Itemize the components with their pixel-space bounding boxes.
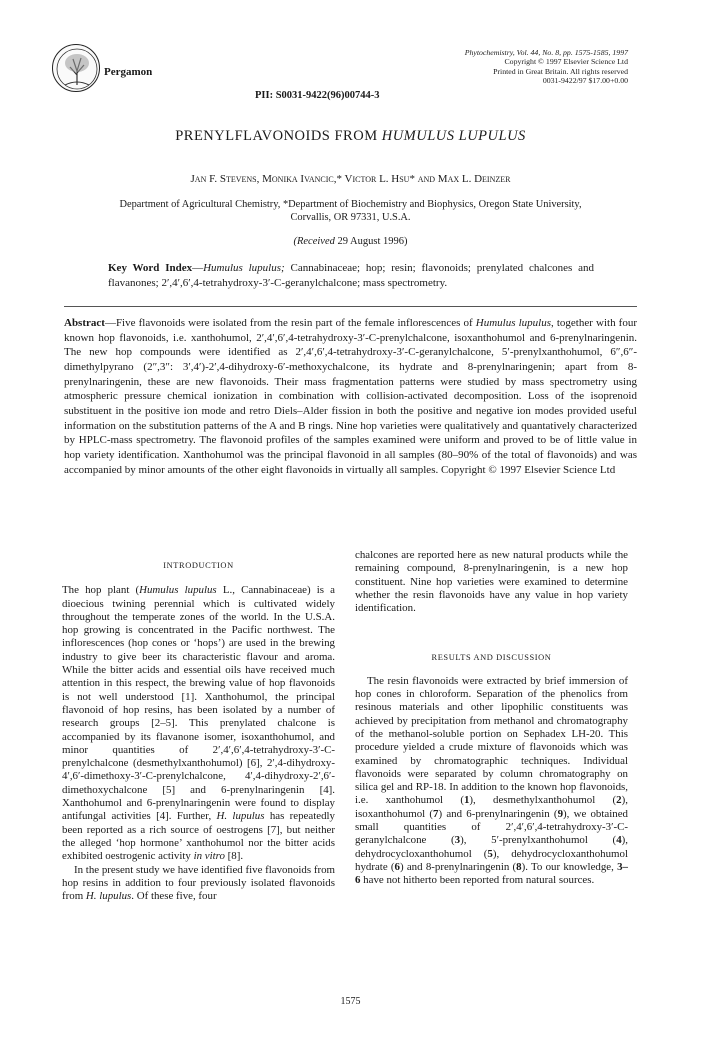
- publisher-name: Pergamon: [104, 66, 153, 78]
- affiliation-line: Corvallis, OR 97331, U.S.A.: [290, 212, 411, 223]
- journal-citation: [465, 48, 628, 86]
- abstract-text: —Five flavonoids were isolated from the resin part of the female inflorescences of: [104, 317, 476, 329]
- left-column: [62, 549, 335, 903]
- right-column: [355, 549, 628, 888]
- abstract-label: Abstract: [64, 317, 105, 329]
- received-day: 29 August: [337, 236, 381, 247]
- keywords-label: Key Word Index: [108, 262, 193, 274]
- author-list: Jan F. Stevens, Monika Ivancic,* Victor L. Hsu* and Max L. Deinzer: [190, 173, 511, 185]
- affiliation-line: Department of Agricultural Chemistry, *Department of Biochemistry and Biophysics, Oregon State University,: [119, 199, 582, 210]
- received-year: 1996): [383, 236, 408, 247]
- abstract-species: Humulus lupulus: [475, 317, 552, 329]
- elsevier-tree-icon: [53, 45, 100, 92]
- paragraph: In the present study we have identified five flavonoids from hop resins in addition to four previously isolated flavonoids from H. lupulus. Of these five, four: [62, 863, 335, 903]
- keyword-index: Key Word Index—Humulus lupulus; Cannabinaceae; hop; resin; flavonoids; prenylated chalcones and flavanones; 2′,4′,6′,4-tetrahydroxy-3′-C-geranylchalcone; mass spectrometry.: [108, 262, 594, 289]
- section-heading-results: RESULTS AND DISCUSSION: [431, 653, 552, 663]
- abstract-text: , together with four known hop flavonoids, i.e. xanthohumol, 2′,4′,6′,4-tetrahydroxy-3′-C-prenylchalcone, isoxanthohumol and 6-prenylnaringenin. The new hop compounds were identified as 2′,4′,6′,4-tetrahydroxy-3′-C-geranylchalcone, 5′-prenylxanthohumol, 6″,6″-dimethylpyrano (2″,3″: 3′,4′)-2′,4-dihydroxy-6′-methoxychalcone, its hydrate and 8-prenylnaringenin; apart from 8-prenylnaringenin, these are new flavonoids. Their mass fragmentation patterns were studied by mass spectrometry using atmospheric pressure chemical ionization in combination with collision-activated decomposition. Loss of the isoprenoid substituent in the positive ion mode and retro Diels–Alder fission in both the positive and negative ion modes provided useful information on the substitution patterns of the A and B rings. Nine hop varieties were qualitatively and quantatively characterized by HPLC-mass spectrometry. The flavonoid profiles of the samples examined were uniform and proved to be of little value in hop variety identification. Xanthohumol was the principal flavonoid in all samples (80–90% of the total of flavonoids) and was accompanied by minor amounts of the other eight flavonoids in virtually all samples. Copyright © 1997 Elsevier Science Ltd: [64, 317, 637, 476]
- pii-code: PII: S0031-9422(96)00744-3: [255, 90, 380, 101]
- section-heading-introduction: INTRODUCTION: [163, 561, 234, 570]
- paragraph: The resin flavonoids were extracted by brief immersion of hop cones in chloroform. Separation of the phenolics from resinous materials and other lipophilic constituents was achieved by precipitation from methanol and chromatography of the methanol-soluble portion on Sephadex LH-20. This procedure yielded a crude mixture of flavonoids which was examined by chromatographic techniques. Individual flavonoids were separated by column chromatography on silica gel and RP-18. In addition to the known hop flavonoids, i.e. xanthohumol (1), desmethylxanthohumol (2), isoxanthohumol (7) and 6-prenylnaringenin (9), we obtained small quantities of 2′,4′,6′,4-tetrahydroxy-3′-C-geranylchalcone (3), 5′-prenylxanthohumol (4), dehydrocycloxanthohumol (5), dehydrocycloxanthohumol hydrate (6) and 8-prenylnaringenin (8). To our knowledge, 3–6 have not hitherto been reported from natural sources.: [355, 674, 628, 887]
- journal-line: Copyright © 1997 Elsevier Science Ltd: [504, 57, 628, 67]
- title-species: HUMULUS LUPULUS: [381, 128, 526, 144]
- page-number: 1575: [340, 996, 361, 1007]
- paragraph: The hop plant (Humulus lupulus L., Cannabinaceae) is a dioecious twining perennial which is cultivated widely throughout the temperate zones of the world. In the U.S.A. hop growing is concentrated in the Pacific northwest. The inflorescences (hop cones or ‘hops’) are used in the brewing industry to give beer its characteristic flavour and aroma. While the bitter acids and essential oils have received much attention in this respect, the brewing value of hop flavonoids is not well understood [1]. Xanthohumol, the principal flavonoid of hop resins, has been isolated by a number of research groups [2–5]. This prenylated chalcone is accompanied by its flavanone isomer, isoxanthohumol, and minor quantities of 2′,4′,6′,4-tetrahydroxy-3′-C-prenylchalcone (desmethylxanthohumol) [6], 2′,4-dihydroxy-4′,6′-dimethoxy-3′-C-prenylchalcone, 4′,4-dihydroxy-2′,6′-dimethoxychalcone [5] and 6-prenylnaringenin [4]. Xanthohumol and 6-prenylnaringenin were found to display antifungal activities [4]. Further, H. lupulus has repeatedly been reported as a rich source of oestrogens [7], but neither the alleged ‘hop hormone’ xanthohumol nor the bitter acids exhibited oestrogenic activity in vitro [8].: [62, 584, 336, 863]
- title-text: PRENYLFLAVONOIDS FROM: [175, 128, 382, 144]
- affiliation: [80, 198, 621, 224]
- journal-line: Phytochemistry, Vol. 44, No. 8, pp. 1575-1585, 1997: [464, 48, 628, 57]
- received-date: [0, 236, 701, 247]
- keywords-text: Cannabinaceae; hop; resin; flavonoids; prenylated chalcones and flavanones; 2′,4′,6′,4-tetrahydroxy-3′-C-geranylchalcone; mass spectrometry.: [108, 262, 594, 289]
- journal-line: 0031-9422/97 $17.00+0.00: [542, 76, 628, 86]
- paragraph: chalcones are reported here as new natural products while the remaining compound, 8-prenylnaringenin, is a new hop constituent. Nine hop varieties were examined to determine whether the resin flavonoids have any value in hop variety identification.: [355, 549, 628, 615]
- received-label: (Received: [293, 236, 335, 247]
- article-title: [0, 128, 701, 145]
- publisher-logo: [52, 44, 100, 92]
- journal-line: Printed in Great Britain. All rights reserved: [493, 66, 628, 76]
- abstract: [64, 316, 637, 477]
- divider: [64, 306, 637, 307]
- keywords-species: Humulus lupulus;: [203, 262, 285, 274]
